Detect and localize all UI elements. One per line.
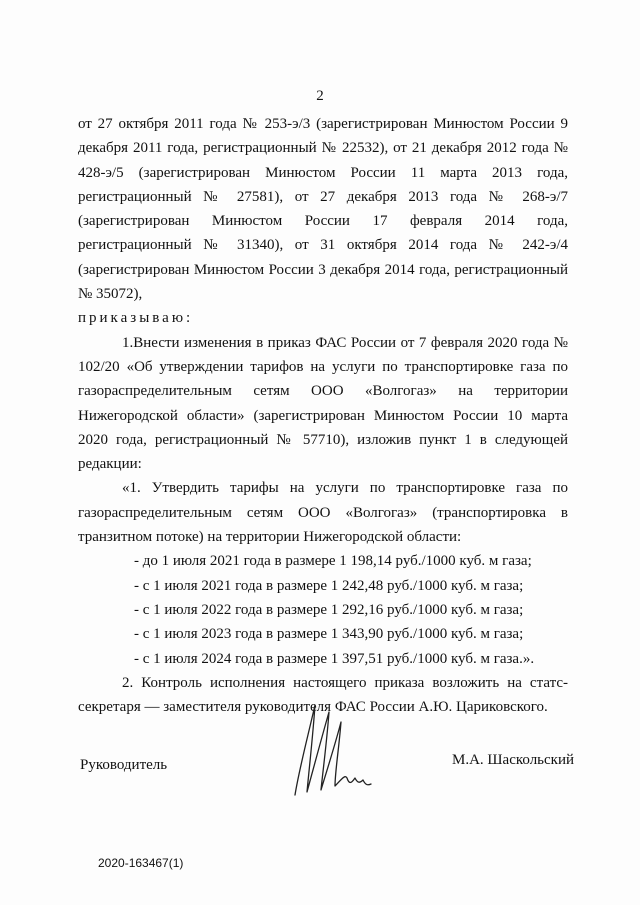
paragraph-quote: «1. Утвердить тарифы на услуги по транспортировке газа по газораспределительным сетям ООО «Волгогаз» (транспортировка в транзитном потоке) на территории Нижегородской области: xyxy=(78,480,568,546)
tariff-line: - до 1 июля 2021 года в размере 1 198,14 руб./1000 куб. м газа; xyxy=(134,553,532,570)
page-number: 2 xyxy=(316,88,324,104)
document-body xyxy=(78,112,568,719)
paragraph-item-1: 1.Внести изменения в приказ ФАС России от 7 февраля 2020 года № 102/20 «Об утверждении тарифов на услуги по транспортировке газа по газораспределительным сетям ООО «Волгогаз» на территории Нижегородской области» (зарегистрирован Минюстом России 10 марта 2020 года, регистрационный № 57710), изложив пункт 1 в следующей редакции: xyxy=(78,334,568,473)
tariff-line: - с 1 июля 2021 года в размере 1 242,48 руб./1000 куб. м газа; xyxy=(134,577,524,594)
paragraph-intro: от 27 октября 2011 года № 253-э/3 (зарегистрирован Минюстом России 9 декабря 2011 года, регистрационный № 22532), от 21 декабря 2012 года № 428-э/5 (зарегистрирован Минюстом России 11 марта 2013 года, регистрационный № 27581), от 27 декабря 2013 года № 268-э/7 (зарегистрирован Минюстом России 17 февраля 2014 года, регистрационный № 31340), от 31 октября 2014 года № 242-э/4 (зарегистрирован Минюстом России 3 декабря 2014 года, регистрационный № 35072), xyxy=(78,116,568,303)
paragraph-order: приказываю: xyxy=(78,310,194,327)
signer-title: Руководитель xyxy=(80,757,168,773)
signer-name: М.А. Шаскольский xyxy=(452,752,575,768)
document-code: 2020-163467(1) xyxy=(98,856,184,870)
paragraph-control: 2. Контроль исполнения настоящего приказа возложить на статс-секретаря — заместителя руководителя ФАС России А.Ю. Цариковского. xyxy=(78,674,568,716)
tariff-line: - с 1 июля 2024 года в размере 1 397,51 руб./1000 куб. м газа.». xyxy=(134,650,535,667)
tariff-line: - с 1 июля 2022 года в размере 1 292,16 руб./1000 куб. м газа; xyxy=(134,601,524,618)
handwritten-signature xyxy=(285,700,375,800)
tariff-line: - с 1 июля 2023 года в размере 1 343,90 руб./1000 куб. м газа; xyxy=(134,626,524,643)
